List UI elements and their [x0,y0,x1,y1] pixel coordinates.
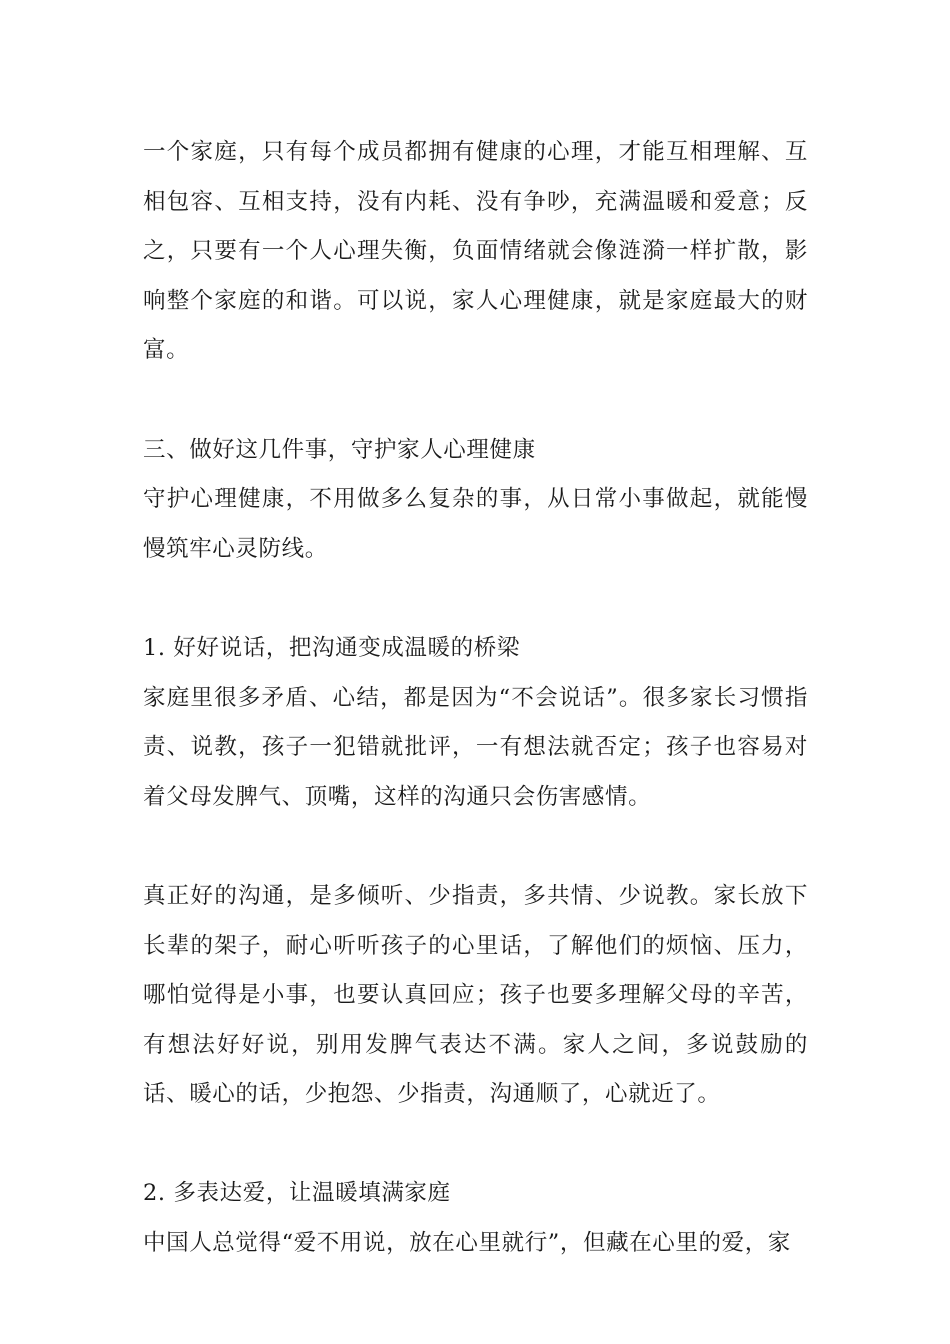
paragraph-gap [143,376,808,426]
paragraph-good-communication: 真正好的沟通，是多倾听、少指责，多共情、少说教。家长放下长辈的架子，耐心听听孩子的心里话，了解他们的烦恼、压力，哪怕觉得是小事，也要认真回应；孩子也要多理解父母的辛苦，有想法好好说，别用发脾气表达不满。家人之间，多说鼓励的话、暖心的话，少抱怨、少指责，沟通顺了，心就近了。 [143,882,808,1108]
paragraph-express-love: 中国人总觉得“爱不用说，放在心里就行”，但藏在心里的爱，家 [143,1230,791,1257]
subheading-communication: 1. 好好说话，把沟通变成温暖的桥梁 [143,634,520,661]
paragraph-section-intro: 守护心理健康，不用做多么复杂的事，从日常小事做起，就能慢慢筑牢心灵防线。 [143,486,808,562]
subheading-express-love: 2. 多表达爱，让温暖填满家庭 [143,1180,451,1207]
paragraph-communication-problem: 家庭里很多矛盾、心结，都是因为“不会说话”。很多家长习惯指责、说教，孩子一犯错就批评，一有想法就否定；孩子也容易对着父母发脾气、顶嘴，这样的沟通只会伤害感情。 [143,684,808,810]
paragraph-gap [143,574,808,624]
paragraph-family-harmony: 一个家庭，只有每个成员都拥有健康的心理，才能互相理解、互相包容、互相支持，没有内耗、没有争吵，充满温暖和爱意；反之，只要有一个人心理失衡，负面情绪就会像涟漪一样扩散，影响整个家庭的和谐。可以说，家人心理健康，就是家庭最大的财富。 [143,139,808,364]
section-heading-three: 三、做好这几件事，守护家人心理健康 [143,436,536,463]
paragraph-gap [143,1120,808,1170]
document-body [143,128,808,1269]
paragraph-gap [143,822,808,872]
